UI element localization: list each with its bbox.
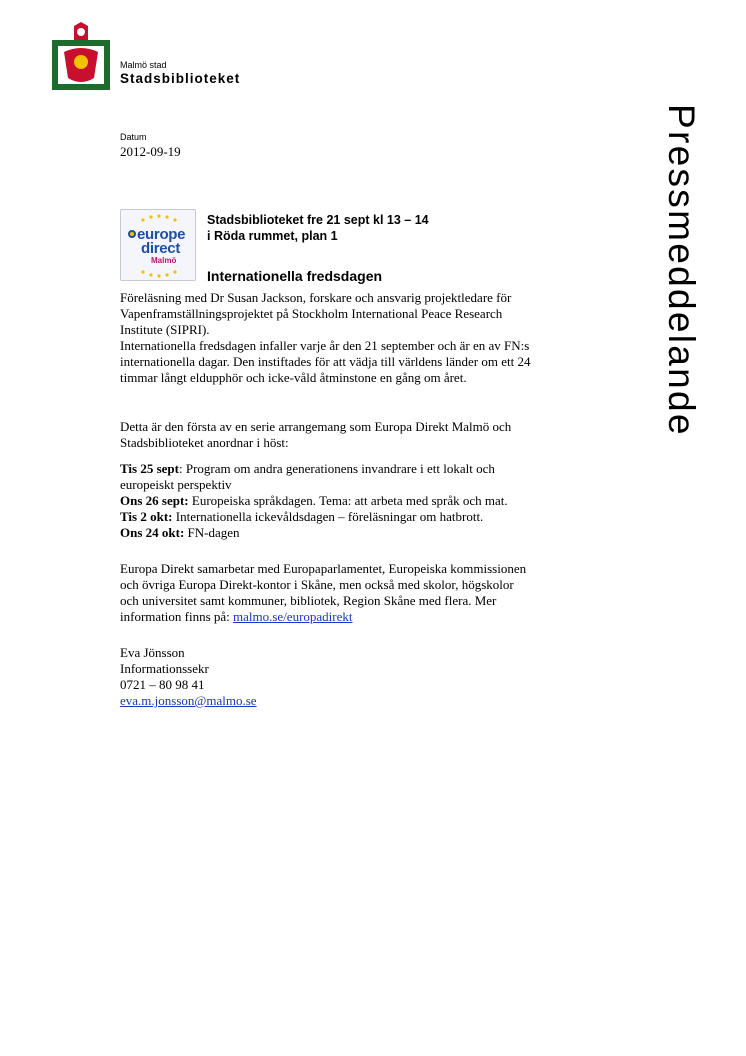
contact-block bbox=[120, 645, 600, 709]
about-link-prefix: information finns på: bbox=[120, 609, 234, 624]
event-line-1: Stadsbiblioteket fre 21 sept kl 13 – 14 bbox=[207, 213, 429, 227]
schedule-item bbox=[120, 493, 600, 509]
schedule-text: : Program om andra generationens invandrare i ett lokalt och bbox=[179, 461, 495, 476]
series-intro-line: Detta är den första av en serie arrangemang som Europa Direkt Malmö och bbox=[120, 419, 512, 434]
org-name-big: Stadsbiblioteket bbox=[120, 71, 241, 86]
date-label: Datum bbox=[120, 132, 147, 142]
schedule-item bbox=[120, 509, 600, 525]
about-line: Europa Direkt samarbetar med Europaparlamentet, Europeiska kommissionen bbox=[120, 561, 527, 576]
intro-line: timmar långt eldupphör och icke-våld åtminstone en gång om året. bbox=[120, 370, 467, 385]
schedule-list bbox=[120, 461, 600, 541]
malmo-crest-logo bbox=[52, 22, 110, 90]
event-line-2: i Röda rummet, plan 1 bbox=[207, 229, 338, 243]
intro-line: internationella dagar. Den instiftades för att vädja till världens länder om ett 24 bbox=[120, 354, 531, 369]
schedule-item bbox=[120, 525, 600, 541]
contact-name: Eva Jönsson bbox=[120, 645, 185, 660]
logo-word-europe: europe bbox=[137, 226, 186, 243]
vertical-title: Pressmeddelande bbox=[661, 104, 702, 437]
schedule-text: FN-dagen bbox=[184, 525, 240, 540]
series-intro bbox=[120, 419, 600, 451]
intro-line: Internationella fredsdagen infaller varje år den 21 september och är en av FN:s bbox=[120, 338, 530, 353]
org-name-small: Malmö stad bbox=[120, 60, 167, 70]
schedule-day: Tis 2 okt: bbox=[120, 509, 173, 524]
schedule-text: Internationella ickevåldsdagen – föreläsningar om hatbrott. bbox=[172, 509, 484, 524]
contact-role: Informationssekr bbox=[120, 661, 209, 676]
contact-email-link[interactable]: eva.m.jonsson@malmo.se bbox=[120, 693, 257, 708]
intro-line: Föreläsning med Dr Susan Jackson, forskare och ansvarig projektledare för bbox=[120, 290, 512, 305]
schedule-item bbox=[120, 477, 600, 493]
schedule-text: europeiskt perspektiv bbox=[120, 477, 232, 492]
series-intro-line: Stadsbiblioteket anordnar i höst: bbox=[120, 435, 289, 450]
about-line: och övriga Europa Direkt-kontor i Skåne, men också med skolor, högskolor bbox=[120, 577, 514, 592]
event-title: Internationella fredsdagen bbox=[207, 268, 383, 284]
contact-email-line bbox=[120, 693, 600, 709]
about-paragraph bbox=[120, 561, 600, 625]
intro-line: Institute (SIPRI). bbox=[120, 322, 210, 337]
contact-phone: 0721 – 80 98 41 bbox=[120, 677, 205, 692]
date-value: 2012-09-19 bbox=[120, 144, 181, 159]
about-line: och universitet samt kommuner, bibliotek, Region Skåne med flera. Mer bbox=[120, 593, 497, 608]
intro-paragraph bbox=[120, 290, 600, 386]
schedule-day: Ons 24 okt: bbox=[120, 525, 185, 540]
about-line bbox=[120, 609, 600, 625]
intro-line: Vapenframställningsprojektet på Stockholm International Peace Research bbox=[120, 306, 503, 321]
schedule-day: Ons 26 sept: bbox=[120, 493, 189, 508]
europadirekt-link[interactable]: malmo.se/europadirekt bbox=[233, 609, 353, 624]
logo-word-direct: direct bbox=[141, 240, 181, 257]
europe-direct-logo bbox=[120, 209, 196, 281]
schedule-item bbox=[120, 461, 600, 477]
schedule-day: Tis 25 sept bbox=[120, 461, 179, 476]
schedule-text: Europeiska språkdagen. Tema: att arbeta med språk och mat. bbox=[188, 493, 508, 508]
logo-word-malmo: Malmö bbox=[151, 256, 177, 265]
